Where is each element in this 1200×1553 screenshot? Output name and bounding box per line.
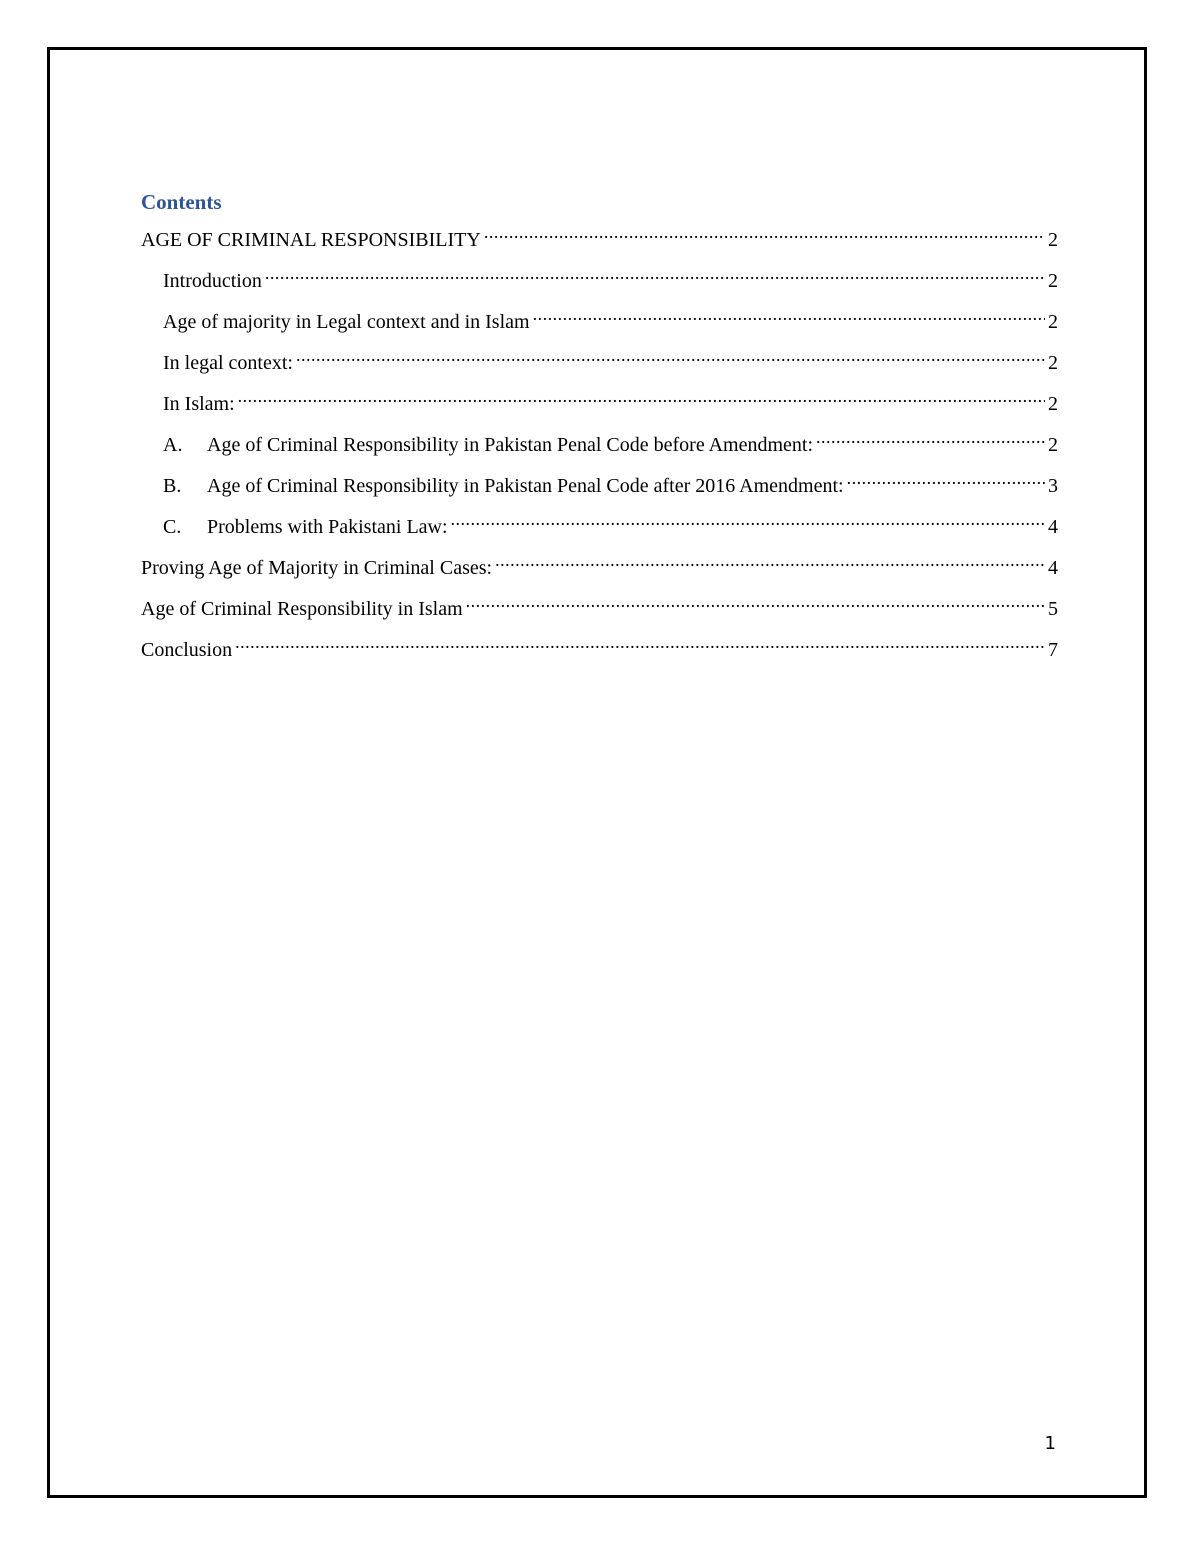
toc-entry-age-of-criminal-responsibility[interactable]: [141, 218, 1058, 251]
toc-entry-conclusion[interactable]: [141, 628, 1058, 661]
toc-leader-dots: [466, 587, 1045, 615]
toc-entry-label: Age of majority in Legal context and in Islam: [163, 311, 530, 333]
toc-leader-dots: [265, 259, 1045, 287]
toc-entry-page: 2: [1048, 311, 1058, 333]
toc-entry-proving-age-of-majority[interactable]: [141, 546, 1058, 579]
table-of-contents: [141, 188, 1058, 661]
toc-entry-page: 2: [1048, 393, 1058, 415]
toc-entry-label: Conclusion: [141, 639, 233, 661]
toc-leader-dots: [451, 505, 1045, 533]
toc-entry-page: 7: [1048, 639, 1058, 661]
toc-entry-label: Age of Criminal Responsibility in Islam: [141, 598, 463, 620]
toc-entry-ppc-after-amendment[interactable]: [141, 464, 1058, 497]
toc-entry-ppc-before-amendment[interactable]: [141, 423, 1058, 456]
toc-entry-introduction[interactable]: [141, 259, 1058, 292]
toc-entry-label: Age of Criminal Responsibility in Pakistan Penal Code after 2016 Amendment:: [207, 475, 844, 497]
toc-entry-in-islam[interactable]: [141, 382, 1058, 415]
toc-leader-dots: [484, 218, 1045, 246]
toc-entry-page: 3: [1048, 475, 1058, 497]
toc-entry-label: Problems with Pakistani Law:: [207, 516, 448, 538]
toc-entry-page: 2: [1048, 352, 1058, 374]
toc-entry-label: In Islam:: [163, 393, 235, 415]
toc-leader-dots: [235, 628, 1045, 656]
toc-entry-label: Introduction: [163, 270, 262, 292]
toc-entry-age-in-islam[interactable]: [141, 587, 1058, 620]
toc-entry-marker: B.: [163, 475, 182, 497]
toc-leader-dots: [847, 464, 1045, 492]
toc-entry-label: In legal context:: [163, 352, 293, 374]
toc-entry-page: 5: [1048, 598, 1058, 620]
toc-entry-label: Proving Age of Majority in Criminal Cases:: [141, 557, 493, 579]
toc-leader-dots: [296, 341, 1045, 369]
toc-leader-dots: [238, 382, 1045, 410]
toc-leader-dots: [533, 300, 1045, 328]
toc-entry-page: 2: [1048, 229, 1058, 251]
toc-entry-page: 4: [1048, 516, 1058, 538]
toc-entry-marker: A.: [163, 434, 183, 456]
toc-entry-page: 2: [1048, 270, 1058, 292]
toc-leader-dots: [495, 546, 1045, 574]
toc-entry-page: 4: [1048, 557, 1058, 579]
toc-entry-label: Age of Criminal Responsibility in Pakistan Penal Code before Amendment:: [207, 434, 814, 456]
toc-entry-marker: C.: [163, 516, 182, 538]
toc-entry-problems-with-pakistani-law[interactable]: [141, 505, 1058, 538]
toc-entry-age-of-majority[interactable]: [141, 300, 1058, 333]
toc-entry-in-legal-context[interactable]: [141, 341, 1058, 374]
toc-leader-dots: [816, 423, 1045, 451]
toc-title: Contents: [141, 190, 222, 214]
toc-entry-page: 2: [1048, 434, 1058, 456]
toc-entry-label: AGE OF CRIMINAL RESPONSIBILITY: [141, 229, 481, 251]
footer-page-number: 1: [1044, 1433, 1056, 1454]
